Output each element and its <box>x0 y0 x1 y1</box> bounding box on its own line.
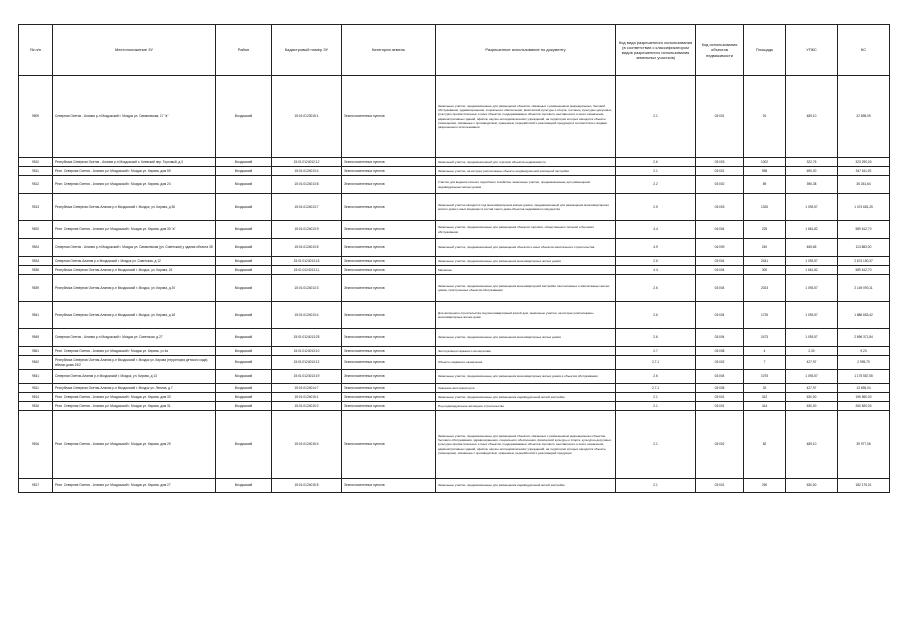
cell-use: Земельные участки, предназначенные для размещения индивидуальной жилой застройки <box>436 479 616 493</box>
cell-loc: Респ. Северная Осетия - Алания р-н Моздокский г. Моздок ул. Кирова, дом 24 <box>53 176 216 194</box>
cell-ks: 1 886 653,42 <box>838 302 890 329</box>
cell-code: 2.6 <box>616 158 696 167</box>
cell-cad: 15:01:0124013:25 <box>272 329 342 347</box>
table-row <box>19 167 890 176</box>
table-row <box>19 356 890 370</box>
cell-cad: 15:01:0124014:7 <box>272 384 342 393</box>
cell-district: Моздокский <box>216 221 272 239</box>
cell-cad: 15:01:0124013:10 <box>272 347 342 356</box>
cell-use: Земельный участок, предназначенный для размещения объектов и иных объектов капитального строительства <box>436 239 616 257</box>
header-cell: Район <box>216 25 272 76</box>
header-cell: Категория земель <box>342 25 436 76</box>
table-row <box>19 76 890 158</box>
cell-ocode: 03:003 <box>696 158 744 167</box>
cell-cad: 15:01:0124013:15 <box>272 257 342 266</box>
header-cell: Местоположение ЗУ <box>53 25 216 76</box>
header-cell: КС <box>838 25 890 76</box>
cell-district: Моздокский <box>216 370 272 384</box>
cell-ocode: 03:008 <box>696 347 744 356</box>
cell-loc: Респ. Северная Осетия - Алания р-н Моздокский г. Моздок ул. Кирова, дом 33 <box>53 393 216 402</box>
cell-district: Моздокский <box>216 239 272 257</box>
cell-ks: 9,23 <box>838 347 890 356</box>
cell-n: 9512 <box>19 176 53 194</box>
cell-ocode: 03:004 <box>696 329 744 347</box>
cell-code: 2.7.1 <box>616 356 696 370</box>
cell-use: Земельные участки, предназначенные для размещения многоквартирных жилых домов и объектов обслуживания <box>436 370 616 384</box>
cell-cat: Земли населенных пунктов <box>342 266 436 275</box>
header-cell: УПКС <box>786 25 838 76</box>
header-cell: № п/п <box>19 25 53 76</box>
cell-district: Моздокский <box>216 479 272 493</box>
cell-upks: 322,76 <box>786 158 838 167</box>
cell-upks: 1 093,57 <box>786 370 838 384</box>
cell-cat: Земли населенных пунктов <box>342 393 436 402</box>
cell-n: 9536 <box>19 266 53 275</box>
table-row <box>19 393 890 402</box>
cell-ks: 589 612,70 <box>838 221 890 239</box>
cell-cad: 15:01:0124013:4 <box>272 302 342 329</box>
table-row <box>19 176 890 194</box>
cell-n: 9509 <box>19 76 53 158</box>
cell-area: 290 <box>744 479 786 493</box>
cell-ks: 22 698,09 <box>838 76 890 158</box>
cell-upks: 489,10 <box>786 411 838 479</box>
cell-area: 89 <box>744 176 786 194</box>
cell-n: 9524 <box>19 239 53 257</box>
cell-n: 9511 <box>19 384 53 393</box>
table-row <box>19 370 890 384</box>
cell-code: 4.9 <box>616 239 696 257</box>
table-header-row <box>19 25 890 76</box>
cell-ocode: 03:001 <box>696 479 744 493</box>
cell-use: Объекты гаражного назначения <box>436 356 616 370</box>
cell-loc: Северная Осетия - Алания р-н Моздокский г. Моздок ул. Советская, д 27 <box>53 329 216 347</box>
cell-n: 9517 <box>19 479 53 493</box>
cell-ks: 260 820,00 <box>838 402 890 411</box>
cell-district: Моздокский <box>216 275 272 302</box>
cell-upks: 396,38 <box>786 176 838 194</box>
table-row <box>19 266 890 275</box>
cell-n: 9549 <box>19 329 53 347</box>
cell-use: Хранение автотранспорта <box>436 384 616 393</box>
cell-use: Для жилищного строительства под многоквартирный жилой дом, земельные участки, на которых расположены многоквартирные жилые дома <box>436 302 616 329</box>
cell-loc: Респ. Северная Осетия - Алания р-н Моздокский г. Моздок ул. Кирова, дом 59 <box>53 167 216 176</box>
cell-cad: 15:01:0124013:8 <box>272 176 342 194</box>
cell-use: Земельные участки, предназначенные для размещения индивидуальной жилой застройки <box>436 393 616 402</box>
cell-ks: 323 290,00 <box>838 158 890 167</box>
cell-use: Земельные участки, предназначенные для размещения объектов, связанных с размещением рекреационных, бытовой обслуживания, здравоохранения, социального обеспечения, физической культуры и спорта, гостиниц, культурно-досуговых, культурно-просветительных и иных объектов, поддерживаемых объектов торгового, выставочного и иного назначения, административных зданий, офисов, научно-исследовательских учреждений, на территории которых находятся объекты (помещения), связанные с производством, хранением, переработкой и реализацией продукции в соответствии с видами разрешенного использования <box>436 76 616 158</box>
cell-loc: Респ. Северная Осетия - Алания р-н Моздокский г. Моздок ул. Кирова, дом 31 <box>53 402 216 411</box>
cell-area: 82 <box>744 411 786 479</box>
cell-cat: Земли населенных пунктов <box>342 176 436 194</box>
cell-area: 2023 <box>744 275 786 302</box>
cell-ocode: 04:004 <box>696 266 744 275</box>
cell-cad: 15:01:0124013:19 <box>272 370 342 384</box>
cell-upks: 630,00 <box>786 479 838 493</box>
cell-cat: Земли населенных пунктов <box>342 411 436 479</box>
cell-n: 9541 <box>19 370 53 384</box>
cell-n: 9520 <box>19 221 53 239</box>
cell-district: Моздокский <box>216 257 272 266</box>
cell-code: 2.7.1 <box>616 384 696 393</box>
cell-n: 9534 <box>19 257 53 266</box>
cell-upks: 1 093,57 <box>786 194 838 221</box>
cell-ocode: 03:004 <box>696 257 744 266</box>
cell-ocode: 03:004 <box>696 302 744 329</box>
cell-n: 9516 <box>19 402 53 411</box>
cell-ocode: 03:004 <box>696 370 744 384</box>
header-cell: Код использования объектов недвижимости <box>696 25 744 76</box>
cell-n: 9514 <box>19 393 53 402</box>
cell-code: 2.1 <box>616 167 696 176</box>
cell-ks: 589 612,70 <box>838 266 890 275</box>
cell-area: 312 <box>744 393 786 402</box>
cell-district: Моздокский <box>216 347 272 356</box>
cell-use: Участки для ведения личного подсобного хозяйства, земельные участки, предназначенные для размещения индивидуальных жилых домов <box>436 176 616 194</box>
cell-ks: 35 261,64 <box>838 176 890 194</box>
cell-ocode: 03:001 <box>696 393 744 402</box>
cell-ks: 113 883,00 <box>838 239 890 257</box>
cell-cad: 15:01:0124013:5 <box>272 239 342 257</box>
cell-n: 9516 <box>19 411 53 479</box>
cell-cad: 15:01:0123015:1 <box>272 76 342 158</box>
table-row <box>19 158 890 167</box>
header-cell: Кадастровый номер ЗУ <box>272 25 342 76</box>
cell-area: 958 <box>744 167 786 176</box>
cell-loc: Респ. Северная Осетия - Алания р-н Моздокский г. Моздок ул. Кирова, уч 4а <box>53 347 216 356</box>
cell-area: 1002 <box>744 158 786 167</box>
cell-upks: 427,97 <box>786 356 838 370</box>
cell-district: Моздокский <box>216 194 272 221</box>
cell-n: 9513 <box>19 194 53 221</box>
cell-area: 7 <box>744 356 786 370</box>
cell-use: Земельный участок находится под многоквартирным жилым домом, предназначенный для размещения многоквартирного жилого дома и иных входящих в состав такого дома объектов недвижимого имущества <box>436 194 616 221</box>
cell-loc: Респ. Северная Осетия - Алания р-н Моздокский г. Моздок ул. Кирова, дом 30 "а" <box>53 221 216 239</box>
cell-cat: Земли населенных пунктов <box>342 257 436 266</box>
cell-cat: Земли населенных пунктов <box>342 479 436 493</box>
header-cell: Площадь <box>744 25 786 76</box>
cell-loc: Северная Осетия - Алания р-н Моздокский г. Моздок ул. Сивачевская (ул. Советская) у здания объекта 38 <box>53 239 216 257</box>
cell-upks: 690,00 <box>786 167 838 176</box>
cell-cat: Земли населенных пунктов <box>342 302 436 329</box>
cell-ocode: 03:004 <box>696 275 744 302</box>
cell-use: Земельные участки, предназначенные для размещения многоквартирной застройки, многоэтажных и малоэтажных жилых домов, пристроенных объектов обслуживания <box>436 275 616 302</box>
cell-ocode: 04:004 <box>696 221 744 239</box>
cell-upks: 1 093,57 <box>786 302 838 329</box>
table-row <box>19 257 890 266</box>
cell-district: Моздокский <box>216 411 272 479</box>
cell-ocode: 03:002 <box>696 356 744 370</box>
cell-use: Магазины <box>436 266 616 275</box>
cell-cad: 15:01:0124013:3 <box>272 275 342 302</box>
cell-district: Моздокский <box>216 266 272 275</box>
table-row <box>19 302 890 329</box>
cell-cat: Земли населенных пунктов <box>342 402 436 411</box>
cell-loc: Республика Северная Осетия - Алания р-н Моздокский с. Киевский пер. Торговый, д.3 <box>53 158 216 167</box>
cell-cat: Земли населенных пунктов <box>342 384 436 393</box>
cell-ks: 39 977,06 <box>838 411 890 479</box>
cell-district: Моздокский <box>216 158 272 167</box>
cell-district: Моздокский <box>216 329 272 347</box>
cell-ocode: 03:001 <box>696 167 744 176</box>
cell-upks: 1 661,82 <box>786 266 838 275</box>
table-body <box>19 76 890 493</box>
cell-area: 2473 <box>744 329 786 347</box>
cell-cat: Земли населенных пунктов <box>342 347 436 356</box>
cell-area: 1725 <box>744 302 786 329</box>
cell-cat: Земли населенных пунктов <box>342 76 436 158</box>
cell-code: 2.1 <box>616 479 696 493</box>
cell-ks: 2 149 090,11 <box>838 275 890 302</box>
cell-loc: Республика Северная Осетия-Алания р-н Моздокский г. Моздок ул. Кирова (территория детского сада) вблизи дома 19/2 <box>53 356 216 370</box>
cell-code: 2.5 <box>616 194 696 221</box>
cell-cad: 15:01:0124013:12 <box>272 356 342 370</box>
cell-district: Моздокский <box>216 402 272 411</box>
cell-loc: Республика Северная Осетия-Алания р-н Моздокский г. Моздок, ул. Кирова, д 20 <box>53 275 216 302</box>
cell-ocode: 03:001 <box>696 402 744 411</box>
cell-code: 2.6 <box>616 370 696 384</box>
cell-use: Земельные участки, на которых расположены объекты индивидуальной жилищной застройки <box>436 167 616 176</box>
cell-area: 225 <box>744 221 786 239</box>
table-row <box>19 221 890 239</box>
cell-use: Земельный участок, предназначенный для торговли объектов недвижимости <box>436 158 616 167</box>
cell-district: Моздокский <box>216 76 272 158</box>
cell-n: 9511 <box>19 167 53 176</box>
cell-cat: Земли населенных пунктов <box>342 329 436 347</box>
cell-use: Земельные участки, предназначенные для размещения объектов торговли, общественного питания и бытового обслуживания <box>436 221 616 239</box>
cell-use: Земельные участки, предназначенные для размещения многоквартирных жилых домов <box>436 329 616 347</box>
cell-loc: Республика Северная Осетия-Алания р-н Моздокский г. Моздок ул. Ленина, д 7 <box>53 384 216 393</box>
cell-cad: 15:01:0124013:4 <box>272 167 342 176</box>
cell-code: 2.6 <box>616 257 696 266</box>
cell-upks: 489,10 <box>786 76 838 158</box>
table-row <box>19 479 890 493</box>
cell-upks: 2,30 <box>786 347 838 356</box>
cell-cad: 15:01:0124015:5 <box>272 479 342 493</box>
cell-district: Моздокский <box>216 176 272 194</box>
cell-n: 9539 <box>19 275 53 302</box>
cell-ocode: 03:005 <box>696 384 744 393</box>
cell-code: 2.6 <box>616 302 696 329</box>
land-register-table <box>18 24 890 493</box>
cell-ocode: 04:009 <box>696 239 744 257</box>
cell-upks: 1 661,82 <box>786 221 838 239</box>
table-row <box>19 411 890 479</box>
cell-area: 91 <box>744 76 786 158</box>
cell-area: 1075 <box>744 370 786 384</box>
cell-use: Земельные участки, предназначенные для размещения объектов, связанных с размещением рекреационных объектов, бытового обслуживания, здравоохранения, социального обеспечения, физической культуры и спорта, культурно-досуговых, культурно-просветительных и иных объектов, поддерживаемых объектов торгового, выставочного и иного назначения, административных зданий, офисов, научно-исследовательских учреждений, на территории которых находятся объекты (помещения), связанные с производством, хранением, переработкой и реализацией продукции <box>436 411 616 479</box>
table-row <box>19 239 890 257</box>
cell-upks: 1 093,57 <box>786 329 838 347</box>
cell-upks: 427,97 <box>786 384 838 393</box>
cell-code: 2.1 <box>616 402 696 411</box>
cell-area: 4 <box>744 347 786 356</box>
cell-cad: 15:01:0124013:11 <box>272 266 342 275</box>
cell-upks: 465,65 <box>786 239 838 257</box>
cell-use: Под индивидуальное жилищное строительство <box>436 402 616 411</box>
cell-loc: Республика Северная Осетия-Алания р-н Моздокский г. Моздок, ул. Кирова, д 18 <box>53 302 216 329</box>
cell-cad: 15:01:0124015:1 <box>272 393 342 402</box>
cell-code: 2.1 <box>616 393 696 402</box>
cell-ks: 2 995,79 <box>838 356 890 370</box>
cell-cat: Земли населенных пунктов <box>342 167 436 176</box>
cell-ks: 2 696 371,84 <box>838 329 890 347</box>
cell-loc: Республика Северная Осетия-Алания р-н Моздокский г. Моздок, ул. Кирова, д 36 <box>53 194 216 221</box>
cell-loc: Северная Осетия - Алания р-н Моздокский г. Моздок ул. Сивачевская, 17 "а" <box>53 76 216 158</box>
cell-upks: 630,00 <box>786 402 838 411</box>
cell-use: Земельные участки, предназначенные для размещения многоквартирных жилых домов <box>436 257 616 266</box>
table-row <box>19 194 890 221</box>
table-row <box>19 275 890 302</box>
header-cell: Код вида разрешенного использования (в соответствии с классификатором видов разрешенного использования земельных участков) <box>616 25 696 76</box>
cell-cat: Земли населенных пунктов <box>342 356 436 370</box>
cell-use: Эксплуатация гаражного кооператива <box>436 347 616 356</box>
cell-cat: Земли населенных пунктов <box>342 370 436 384</box>
cell-cad: 15:01:0124015:2 <box>272 402 342 411</box>
cell-code: 4.4 <box>616 221 696 239</box>
cell-code: 2.7 <box>616 347 696 356</box>
cell-area: 414 <box>744 402 786 411</box>
cell-district: Моздокский <box>216 356 272 370</box>
cell-cad: 15:01:0124012:12 <box>272 158 342 167</box>
cell-ks: 347 611,92 <box>838 167 890 176</box>
cell-code: 2.2 <box>616 176 696 194</box>
table-row <box>19 384 890 393</box>
cell-loc: Респ. Северная Осетия - Алания р-н Моздокский г. Моздок ул. Кирова, дом 29 <box>53 411 216 479</box>
cell-code: 2.6 <box>616 275 696 302</box>
cell-cad: 15:01:0124013:7 <box>272 194 342 221</box>
cell-cad: 15:01:0124015:4 <box>272 411 342 479</box>
cell-n: 9542 <box>19 356 53 370</box>
cell-upks: 1 093,57 <box>786 257 838 266</box>
cell-loc: Северная Осетия-Алания р-н Моздокский г. Моздок, ул. Кирова, д 13 <box>53 370 216 384</box>
cell-ks: 1 474 681,25 <box>838 194 890 221</box>
cell-loc: Респ. Северная Осетия - Алания р-н Моздокский г. Моздок ул. Кирова, дом 27 <box>53 479 216 493</box>
cell-loc: Республика Северная Осетия-Алания р-н Моздокский г. Моздок, ул. Кирова, 24 <box>53 266 216 275</box>
cell-cat: Земли населенных пунктов <box>342 158 436 167</box>
cell-ocode: 03:001 <box>696 76 744 158</box>
cell-code: 2.1 <box>616 411 696 479</box>
cell-cat: Земли населенных пунктов <box>342 194 436 221</box>
cell-area: 32 <box>744 384 786 393</box>
table-row <box>19 329 890 347</box>
cell-n: 9541 <box>19 302 53 329</box>
cell-area: 1325 <box>744 194 786 221</box>
cell-cat: Земли населенных пунктов <box>342 239 436 257</box>
cell-district: Моздокский <box>216 167 272 176</box>
cell-loc: Северная Осетия-Алания р-н Моздокский г. Моздок ул. Советская, д 12 <box>53 257 216 266</box>
cell-ks: 13 695,04 <box>838 384 890 393</box>
cell-ocode: 03:002 <box>696 176 744 194</box>
cell-cad: 15:01:0124013:9 <box>272 221 342 239</box>
cell-ocode: 03:002 <box>696 411 744 479</box>
cell-ks: 182 175,01 <box>838 479 890 493</box>
table-row <box>19 402 890 411</box>
cell-area: 300 <box>744 266 786 275</box>
table-row <box>19 347 890 356</box>
cell-code: 2.1 <box>616 76 696 158</box>
cell-district: Моздокский <box>216 384 272 393</box>
cell-cat: Земли населенных пунктов <box>342 275 436 302</box>
cell-district: Моздокский <box>216 302 272 329</box>
cell-area: 2441 <box>744 257 786 266</box>
cell-ks: 1 175 587,55 <box>838 370 890 384</box>
cell-code: 4.4 <box>616 266 696 275</box>
cell-cat: Земли населенных пунктов <box>342 221 436 239</box>
cell-ks: 2 674 150,37 <box>838 257 890 266</box>
cell-ocode: 03:003 <box>696 194 744 221</box>
cell-district: Моздокский <box>216 393 272 402</box>
cell-area: 240 <box>744 239 786 257</box>
cell-upks: 1 093,57 <box>786 275 838 302</box>
header-cell: Разрешенное использование по документу <box>436 25 616 76</box>
cell-code: 2.6 <box>616 329 696 347</box>
cell-ks: 196 560,00 <box>838 393 890 402</box>
cell-n: 9510 <box>19 158 53 167</box>
cell-upks: 630,00 <box>786 393 838 402</box>
cell-n: 9561 <box>19 347 53 356</box>
